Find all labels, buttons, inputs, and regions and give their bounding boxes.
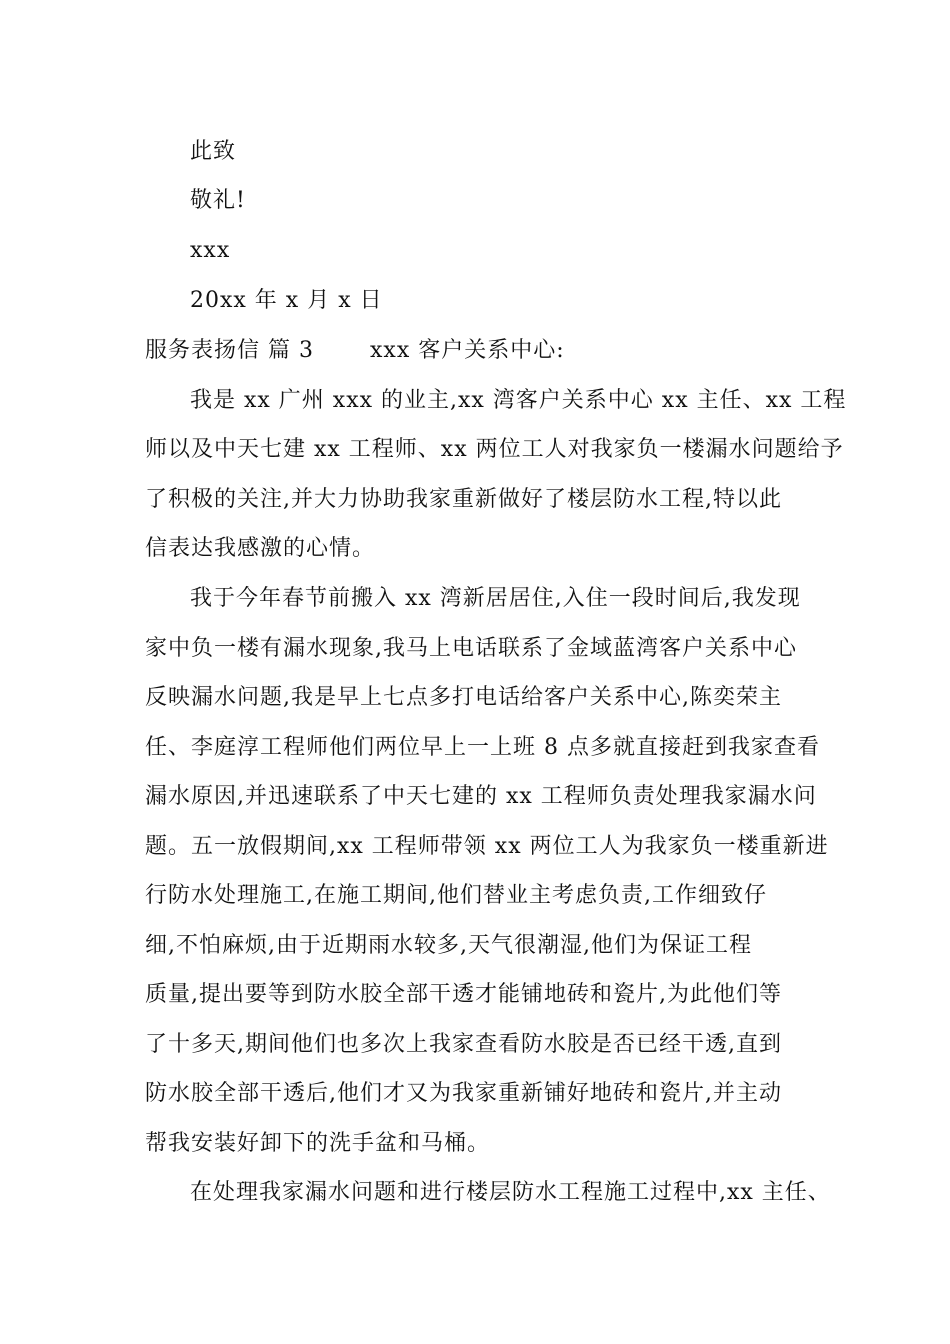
letter-title: 服务表扬信: [145, 338, 261, 363]
body-line: 信表达我感激的心情。: [145, 536, 376, 561]
addressee: xxx 客户关系中心:: [370, 338, 565, 363]
body-line: 我于今年春节前搬入 xx 湾新居居住,入住一段时间后,我发现: [190, 586, 801, 611]
section-heading: [145, 336, 565, 366]
body-line: 了积极的关注,并大力协助我家重新做好了楼层防水工程,特以此: [145, 487, 782, 512]
body-line: 我是 xx 广州 xxx 的业主,xx 湾客户关系中心 xx 主任、xx 工程: [190, 388, 847, 413]
body-line: 反映漏水问题,我是早上七点多打电话给客户关系中心,陈奕荣主: [145, 685, 782, 710]
body-line: 细,不怕麻烦,由于近期雨水较多,天气很潮湿,他们为保证工程: [145, 933, 752, 958]
body-line: 防水胶全部干透后,他们才又为我家重新铺好地砖和瓷片,并主动: [145, 1081, 782, 1106]
section-number: 篇 3: [268, 338, 315, 363]
body-line: 在处理我家漏水问题和进行楼层防水工程施工过程中,xx 主任、: [190, 1180, 831, 1205]
closing-salutation: 此致: [190, 139, 237, 164]
body-line: 漏水原因,并迅速联系了中天七建的 xx 工程师负责处理我家漏水问: [145, 784, 817, 809]
closing-regards: 敬礼!: [190, 188, 246, 213]
letter-date: 20xx 年 x 月 x 日: [190, 288, 383, 313]
body-line: 行防水处理施工,在施工期间,他们替业主考虑负责,工作细致仔: [145, 883, 767, 908]
body-line: 了十多天,期间他们也多次上我家查看防水胶是否已经干透,直到: [145, 1032, 782, 1057]
body-line: 帮我安装好卸下的洗手盆和马桶。: [145, 1131, 491, 1156]
body-line: 任、李庭淳工程师他们两位早上一上班 8 点多就直接赶到我家查看: [145, 735, 820, 760]
signature: xxx: [190, 238, 231, 263]
body-line: 质量,提出要等到防水胶全部干透才能铺地砖和瓷片,为此他们等: [145, 982, 782, 1007]
body-line: 题。五一放假期间,xx 工程师带领 xx 两位工人为我家负一楼重新进: [145, 834, 829, 859]
body-line: 师以及中天七建 xx 工程师、xx 两位工人对我家负一楼漏水问题给予: [145, 437, 844, 462]
body-line: 家中负一楼有漏水现象,我马上电话联系了金域蓝湾客户关系中心: [145, 636, 797, 661]
